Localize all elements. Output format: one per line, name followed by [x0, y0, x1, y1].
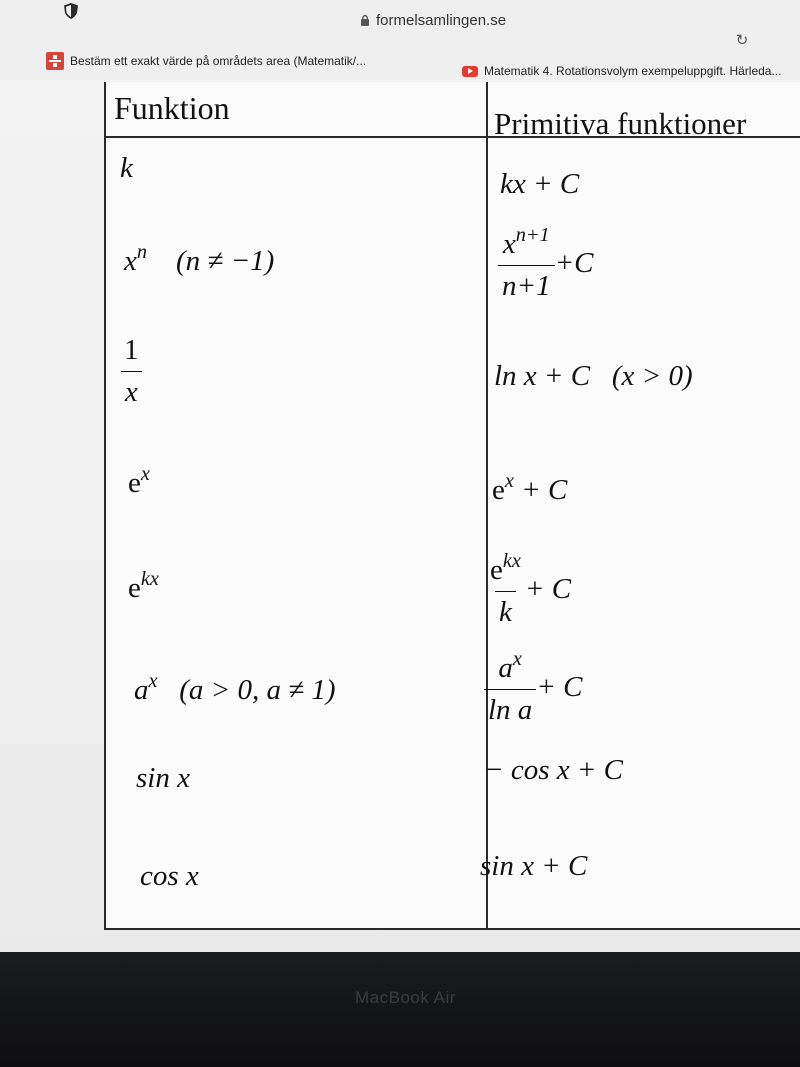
- laptop-bezel: [0, 952, 800, 1067]
- antiderivative-ln: ln x + C (x > 0): [494, 360, 693, 392]
- function-cos: cos x: [140, 860, 199, 892]
- function-k: k: [120, 152, 133, 184]
- bookmarks-bar: [0, 48, 800, 78]
- header-function: Funktion: [114, 90, 230, 126]
- antiderivative-power: $\frac{x^{n+1}}{n+1}$ +C: [498, 228, 594, 303]
- function-exp: $e^x$: [128, 462, 150, 499]
- antiderivative-exp: $e^x + C$: [492, 469, 568, 506]
- calculator-icon: [46, 52, 64, 70]
- header-antiderivative: Primitiva funktioner: [494, 106, 747, 141]
- function-a-power: $a^x$ (a > 0, a ≠ 1): [134, 669, 336, 706]
- function-power: $x^n$ (n ≠ −1): [124, 240, 275, 277]
- antiderivative-table: [104, 82, 800, 930]
- function-exp-kx: $e^{kx}$: [128, 567, 159, 604]
- browser-chrome: [0, 0, 800, 81]
- function-sin: sin x: [136, 762, 190, 794]
- lock-icon: [360, 14, 370, 26]
- address-bar[interactable]: [360, 9, 506, 31]
- shield-icon[interactable]: [64, 3, 78, 19]
- column-divider: [486, 82, 488, 928]
- reload-icon[interactable]: ↻: [735, 31, 749, 49]
- page-content: [0, 80, 800, 952]
- antiderivative-sin: − cos x + C: [484, 754, 624, 786]
- antiderivative-a-power: $\frac{a^x}{\text{ln a}}$ + C: [484, 652, 582, 727]
- url-text: formelsamlingen.se: [376, 11, 507, 29]
- antiderivative-exp-kx: $\frac{e^{kx}}{k}$ + C: [490, 549, 572, 628]
- function-reciprocal: $\frac{1}{x}$: [120, 334, 143, 409]
- bookmark-rotation-volume-video[interactable]: [462, 64, 781, 78]
- bookmark-area-question[interactable]: [46, 52, 366, 70]
- antiderivative-cos: sin x + C: [480, 850, 588, 882]
- bookmark-label: Bestäm ett exakt värde på områdets area (Matematik/...: [70, 54, 367, 68]
- youtube-icon: [462, 66, 478, 77]
- bookmark-label: Matematik 4. Rotationsvolym exempeluppgift. Härleda...: [484, 64, 782, 78]
- device-brand: MacBook Air: [355, 988, 456, 1007]
- antiderivative-kx: kx + C: [500, 168, 580, 200]
